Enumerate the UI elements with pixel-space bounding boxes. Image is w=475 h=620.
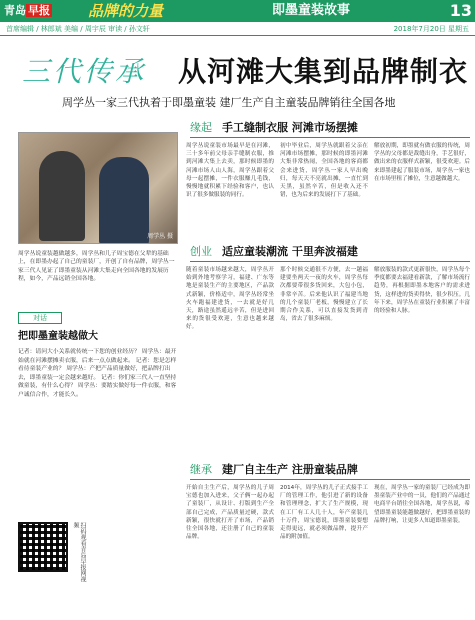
issue-date: 2018年7月20日 星期五 xyxy=(393,25,469,33)
dialogue-title: 把即墨童装越做大 xyxy=(18,331,98,342)
qr-label: 扫码观看青岛早报网视频 xyxy=(72,522,86,582)
body-column: 解放服装的款式更新很快，周学丛每个季度都要去福建看新款，了解市场流行趋势，再根据即墨本地客户的需求进货，这样进的货卖得快，很少积压。几年下来，周学丛在童装行业积累了丰富的经验和人脉。 xyxy=(374,267,470,315)
photo-credit: 周学丛 摄 xyxy=(147,233,173,240)
section-tag: 继承 xyxy=(190,463,212,476)
section-title: 建厂自主生产 注册童装品牌 xyxy=(222,463,358,476)
editor-credits: 首席编辑 / 林郎斌 美编 / 周宇辰 审读 / 孙文轩 xyxy=(6,25,150,33)
section-tag: 缘起 xyxy=(190,121,212,134)
newspaper-logo-red: 早报 xyxy=(28,4,50,17)
section-header-origin xyxy=(190,120,470,136)
body-column: 开始自主生产后，周学丛的儿子周宝德也加入进来，父子俩一起办起了童装厂，从设计、打版到生产全部自己完成，产品质量过硬，款式新颖，很快就打开了市场，产品销往全国各地，还注册了自己的童装品牌。 xyxy=(186,485,274,541)
page-number: 13 xyxy=(449,1,472,20)
headline-subtitle: 周学丛一家三代执着于即墨童装 建厂生产自主童装品牌销往全国各地 xyxy=(62,96,396,109)
body-column: 解放初期，即墨就有做衣服的传统，周学丛的父母都是裁缝出身，手艺很好，做出来的衣服样式新颖，很受欢迎。后来即墨建起了服装市场，周学丛一家也在市场里租了摊位，生意越做越大。 xyxy=(374,143,470,182)
body-column: 初中毕业后，周学丛就跟着父亲在河滩市场摆摊，那时候的即墨河滩大集非常热闹，全国各地的客商都会来进货，周学丛一家人早出晚归，每天天不亮就出摊，一直忙到天黑，虽然辛苦，但是收入还不错，也为后来的发展打下了基础。 xyxy=(280,143,368,199)
dialogue-body: 记者：请问大小关系就传统一下您的创业经历？ 周学丛：最开始就在河滩摆摊卖衣服，后来一点点做起来。 记者：您是怎样看待童装产业的？ 周学丛：产把产品质量做好，把品牌打出去，即墨童装一定会越来越好。 记者：你们家三代人一直坚持做童装，有什么心得？ 周学丛：要踏实做好每一件衣服，和客户诚信合作，才能长久。 xyxy=(18,349,177,398)
section-title: 适应童装潮流 干里奔波福建 xyxy=(222,245,358,258)
body-column: 周学丛说童装市场最早是在河滩，三十多年前父母亲手缝制衣服，推到河滩大集上去卖，那时候即墨的河滩市场人山人海，周学丛跟着父母一起摆摊，一件衣服赚几毛钱，慢慢地就积累下经验和客户，也认识了很多做服装的同行。 xyxy=(186,143,274,199)
sub-header-bar xyxy=(0,22,475,36)
family-photo xyxy=(18,132,178,244)
newspaper-logo: 青岛 早报 xyxy=(4,4,50,17)
qr-code-icon[interactable] xyxy=(18,522,68,572)
section-header-startup xyxy=(190,244,470,260)
section-header-succession xyxy=(190,462,470,478)
headline-main: 从河滩大集到品牌制衣 xyxy=(178,55,469,88)
body-column: 那个时候交通很不方便，去一趟福建要坐两天一夜的火车，周学丛每次都要带很多货回来，大包小包，非常辛苦。后来他认识了福建当地的几个童装厂老板，慢慢建立了长期合作关系，可以直接发货到青岛，省去了很多麻烦。 xyxy=(280,267,368,323)
section-title: 手工缝制衣服 河滩市场摆摊 xyxy=(222,121,358,134)
page-rubric: 即墨童装故事 xyxy=(272,3,351,18)
body-column: 现在，周学丛一家的童装厂已经成为即墨童装产业中的一员，他们的产品通过电商平台销往全国各地，周学丛说，希望即墨童装能越做越好，把即墨童装的品牌打响，让更多人知道即墨童装。 xyxy=(374,485,470,524)
section-tag: 创业 xyxy=(190,245,212,258)
dialogue-tag: 对话 xyxy=(18,312,62,324)
brand-script-title: 品牌的力量 xyxy=(88,2,164,20)
section-rule xyxy=(190,479,470,480)
section-rule xyxy=(190,137,470,138)
photo-caption-text: 周学丛说童装越做越多，周学丛和儿子周宝德在父辈的基础上，在即墨办起了自己的童装厂，开创了自有品牌，周学丛一家三代人见证了即墨童装从河滩大集走向全国各地的发展历程，如今，产品远销全国各地。 xyxy=(18,251,175,283)
section-rule xyxy=(190,261,470,262)
body-column: 随着童装市场越来越大，周学丛开始到外地考察学习，福建、广东等地是童装生产的主要地区，产品款式新颖，价格适中，周学丛经常坐火车跑福建进货，一去就是好几天，路途虽然遥远辛苦，但是进回来的货很受欢迎，生意也越来越好。 xyxy=(186,267,274,331)
headline-script: 三代传承 xyxy=(22,55,147,88)
body-column: 2014年，周学丛的儿子正式接手工厂的管理工作，他引进了新的设备和管理理念，扩大了生产规模，现在工厂有工人几十人，年产童装几十万件，周宝德说，即墨童装要想走得更远，就必须做品牌，提升产品的附加值。 xyxy=(280,485,368,541)
